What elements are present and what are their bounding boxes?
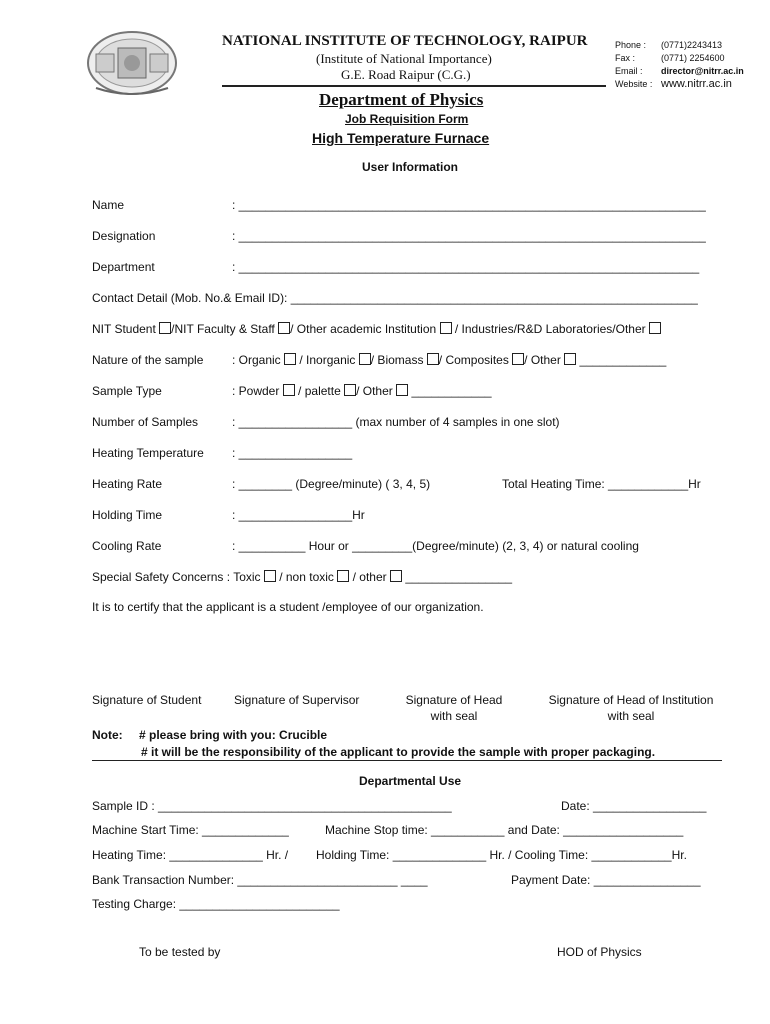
signature-institution: Signature of Head of Institution with seal [548,693,714,723]
department-label: Department [92,260,155,274]
nit-student-checkbox[interactable] [159,322,171,334]
affiliation-row: NIT Student /NIT Faculty & Staff / Other academic Institution / Industries/R&D Laboratories/Other [92,322,661,336]
machine-start-field[interactable]: Machine Start Time: _____________ [92,823,289,837]
name-label: Name [92,198,125,212]
safety-other-checkbox[interactable] [390,570,402,582]
testing-charge-field[interactable]: Testing Charge: ________________________ [92,897,340,911]
institute-address: G.E. Road Raipur (C.G.) [341,67,471,82]
institute-logo [86,30,178,100]
contact-field[interactable]: Contact Detail (Mob. No.& Email ID): _____________________________________________________________ [92,291,698,305]
form-title: Job Requisition Form [345,112,469,126]
nature-label: Nature of the sample [92,353,204,367]
cooling-label: Cooling Rate [92,539,162,553]
payment-date-field[interactable]: Payment Date: ________________ [511,873,701,887]
non-toxic-checkbox[interactable] [337,570,349,582]
designation-field[interactable]: : ______________________________________________________________________ [232,229,706,243]
sample-other-checkbox[interactable] [396,384,408,396]
palette-checkbox[interactable] [344,384,356,396]
nit-faculty-checkbox[interactable] [278,322,290,334]
industries-checkbox[interactable] [649,322,661,334]
safety-row: Special Safety Concerns : Toxic / non toxic / other ________________ [92,570,513,584]
sample-type-label: Sample Type [92,384,162,398]
num-samples-label: Number of Samples [92,415,199,429]
dept-use-title: Departmental Use [359,774,462,788]
section-title: User Information [362,160,459,174]
nature-other-checkbox[interactable] [564,353,576,365]
note-line-1: # please bring with you: Crucible [139,728,328,742]
heating-temp-field[interactable]: : _________________ [232,446,353,460]
num-samples-field[interactable]: : _________________ (max number of 4 samples in one slot) [232,415,560,429]
institute-name: NATIONAL INSTITUTE OF TECHNOLOGY, RAIPUR [222,33,588,49]
bank-transaction-field[interactable]: Bank Transaction Number: ________________________ ____ [92,873,428,887]
sample-id-field[interactable]: Sample ID : ____________________________________________ [92,799,452,813]
biomass-checkbox[interactable] [427,353,439,365]
institute-subtitle: (Institute of National Importance) [316,51,492,66]
designation-label: Designation [92,229,156,243]
heating-time-field[interactable]: Heating Time: ______________ Hr. / [92,848,289,862]
department-field[interactable]: : _____________________________________________________________________ [232,260,700,274]
signature-supervisor: Signature of Supervisor [234,693,360,707]
signature-head: Signature of Head with seal [405,693,503,723]
holding-field[interactable]: : _________________Hr [232,508,365,522]
organic-checkbox[interactable] [284,353,296,365]
heating-rate-label: Heating Rate [92,477,163,491]
signature-student: Signature of Student [92,693,202,707]
contact-block: Phone : (0771)2243413 Fax : (0771) 2254600 Email : director@nitrr.ac.in Website : www.nitrr.ac.in [615,40,744,90]
instrument-title: High Temperature Furnace [312,130,490,146]
heating-rate-field[interactable]: : ________ (Degree/minute) ( 3, 4, 5) [232,477,431,491]
tested-by-label: To be tested by [139,945,221,959]
holding-cooling-field[interactable]: Holding Time: ______________ Hr. / Cooling Time: ____________Hr. [316,848,687,862]
nature-row: : Organic / Inorganic / Biomass / Composites / Other _____________ [232,353,667,367]
header-rule [222,85,606,87]
date-field[interactable]: Date: _________________ [561,799,707,813]
holding-label: Holding Time [92,508,163,522]
toxic-checkbox[interactable] [264,570,276,582]
powder-checkbox[interactable] [283,384,295,396]
sample-type-row: : Powder / palette / Other ____________ [232,384,492,398]
note-line-2: # it will be the responsibility of the applicant to provide the sample with proper packaging. [141,745,656,759]
composites-checkbox[interactable] [512,353,524,365]
certify-text: It is to certify that the applicant is a student /employee of our organization. [92,600,484,614]
note-rule [92,760,722,761]
inorganic-checkbox[interactable] [359,353,371,365]
heating-temp-label: Heating Temperature [92,446,204,460]
other-academic-checkbox[interactable] [440,322,452,334]
total-heating-field[interactable]: Total Heating Time: ____________Hr [502,477,701,491]
note-label: Note: [92,728,123,742]
machine-stop-field[interactable]: Machine Stop time: ___________ and Date: __________________ [325,823,684,837]
department-title: Department of Physics [319,90,484,109]
hod-label: HOD of Physics [557,945,642,959]
name-field[interactable]: : ______________________________________________________________________ [232,198,706,212]
cooling-field[interactable]: : __________ Hour or _________(Degree/minute) (2, 3, 4) or natural cooling [232,539,639,553]
